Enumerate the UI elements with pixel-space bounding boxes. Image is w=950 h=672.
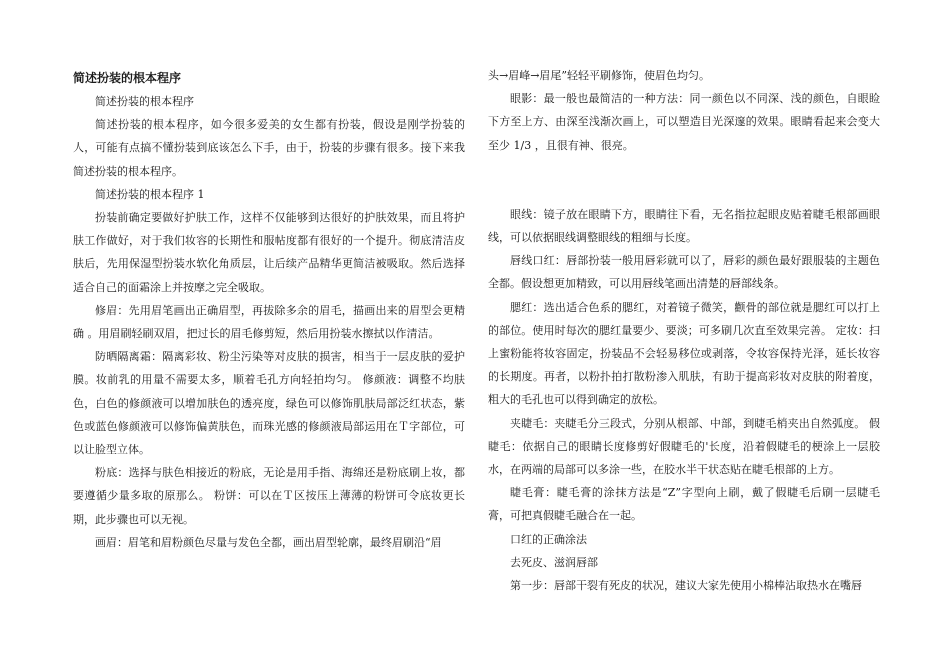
paragraph: 口红的正确涂法 — [510, 532, 587, 546]
paragraph: 修眉：先用眉笔画出正确眉型，再拔除多余的眉毛，描画出来的眉型会更精确 。用眉刷轻刷双眉，把过长的眉毛修剪短，然后用扮装水擦拭以作清洁。 — [73, 303, 465, 341]
paragraph: 夹睫毛：夹睫毛分三段式，分别从根部、中部，到睫毛梢夹出自然弧度。 假睫毛：依据自己的眼睛长度修剪好假睫毛的'长度，沿着假睫毛的梗涂上一层胶水，在两端的局部可以多涂一些，在胶水半干状态贴在睫毛根部的上方。 — [488, 416, 880, 477]
paragraph: 去死皮、滋润唇部 — [510, 555, 598, 569]
blank-line — [488, 157, 880, 180]
paragraph: 简述扮装的根本程序，如今很多爱美的女生都有扮装，假设是刚学扮装的人，可能有点搞不懂扮装到底该怎么下手，由于，扮装的步骤有很多。接下来我简述扮装的根本程序。 — [73, 118, 465, 178]
left-column — [73, 66, 465, 554]
right-column — [488, 64, 880, 597]
document-title: 简述扮装的根本程序 — [73, 71, 182, 85]
paragraph: 头→眉峰→眉尾”轻轻平刷修饰，使眉色均匀。 — [488, 69, 711, 82]
paragraph: 画眉：眉笔和眉粉颜色尽量与发色全都，画出眉型轮廓，最终眉刷沿“眉 — [95, 535, 442, 549]
paragraph: 眼线：镜子放在眼睛下方，眼睛往下看，无名指拉起眼皮贴着睫毛根部画眼线，可以依据眼线调整眼线的粗细与长度。 — [488, 207, 880, 245]
paragraph: 腮红：选出适合色系的腮红，对着镜子微笑，颧骨的部位就是腮红可以打上的部位。使用时每次的腮红量要少、要淡；可多刷几次直至效果完善。 定妆：扫上蜜粉能将妆容固定，扮装品不会轻易移位或剥落，令妆容保持光泽，延长妆容的长期度。再者，以粉扑拍打散粉渗入肌肤，有助于提高彩妆对皮肤的附着度，粗大的毛孔也可以得到确定的放松。 — [488, 300, 880, 407]
paragraph: 粉底：选择与肤色相接近的粉底，无论是用手指、海绵还是粉底刷上妆，都要遵循少量多取的原那么。 粉饼：可以在Ｔ区按压上薄薄的粉饼可令底妆更长期，此步骤也可以无视。 — [73, 466, 465, 526]
paragraph: 简述扮装的根本程序 1 — [95, 187, 205, 201]
paragraph: 防晒隔离霜：隔离彩妆、粉尘污染等对皮肤的损害，相当于一层皮肤的爱护膜。妆前乳的用量不需要太多，顺着毛孔方向轻拍均匀。 修颜液：调整不均肤色，白色的修颜液可以增加肤色的透亮度，绿色可以修饰肌肤局部泛红状态，紫色或蓝色修颜液可以修饰偏黄肤色，而珠光感的修颜液局部运用在Ｔ字部位，可以让脸型立体。 — [73, 350, 465, 457]
blank-line — [488, 180, 880, 203]
paragraph: 睫毛膏：睫毛膏的涂抹方法是“Z”字型向上刷，戴了假睫毛后刷一层睫毛膏，可把真假睫毛融合在一起。 — [488, 486, 880, 523]
paragraph: 眼影：最一般也最简洁的一种方法：同一颜色以不同深、浅的颜色，自眼睑下方至上方、由深至浅渐次画上，可以塑造目光深邃的效果。眼睛看起来会变大至少 1/3 ，且很有神、很亮。 — [488, 92, 880, 152]
paragraph: 第一步：唇部干裂有死皮的状况，建议大家先使用小棉棒沾取热水在嘴唇 — [510, 579, 862, 593]
paragraph: 扮装前确定要做好护肤工作，这样不仅能够到达很好的护肤效果，而且将护肤工作做好，对于我们妆容的长期性和服帖度都有很好的一个提升。彻底清洁皮肤后，先用保湿型扮装水软化角质层，让后续产品精华更简洁被吸取。然后选择适合自己的面霜涂上并按摩之完全吸取。 — [73, 211, 465, 294]
paragraph: 唇线口红：唇部扮装一般用唇彩就可以了，唇彩的颜色最好跟服装的主题色全都。假设想更加精致，可以用唇线笔画出清楚的唇部线条。 — [488, 254, 880, 291]
paragraph: 简述扮装的根本程序 — [95, 95, 194, 108]
